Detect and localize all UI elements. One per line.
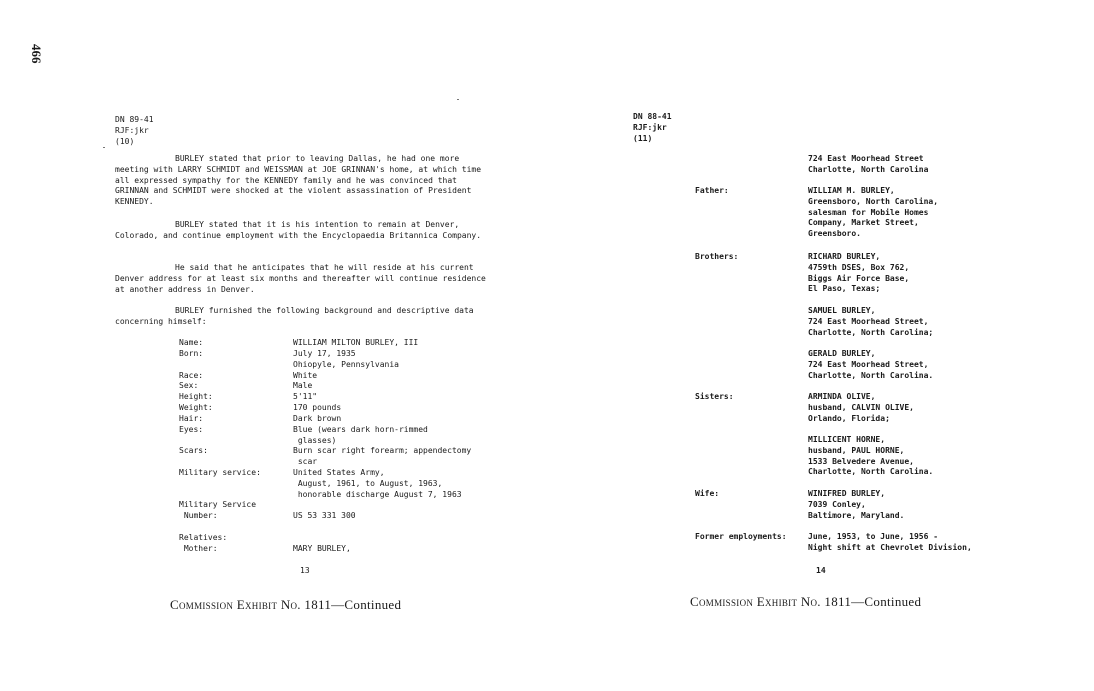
entry-label: Brothers: <box>695 252 739 261</box>
caption-title: Commission Exhibit No. 1811 <box>170 597 332 612</box>
entry-value: 724 East Moorhead Street Charlotte, North Carolina <box>808 154 929 174</box>
caption-continued: —Continued <box>331 597 402 612</box>
exhibit-caption <box>690 594 921 610</box>
entry-label: Sisters: <box>695 392 734 401</box>
paragraph: He said that he anticipates that he will reside at his current Denver address for at least six months and thereafter will continue residence at another address in Denver. <box>115 263 486 294</box>
field-label: Military service: <box>179 468 261 477</box>
field-label: Height: <box>179 392 213 401</box>
field-label: Name: <box>179 338 204 347</box>
field-value: 5'11" <box>293 392 318 401</box>
field-label: Born: <box>179 349 204 358</box>
entry-value: June, 1953, to June, 1956 - Night shift at Chevrolet Division, <box>808 532 972 552</box>
right-header <box>633 112 672 144</box>
field-value: 170 pounds <box>293 403 342 412</box>
scan-speck <box>457 99 459 100</box>
field-label: Weight: <box>179 403 213 412</box>
field-value: Dark brown <box>293 414 342 423</box>
field-value: WILLIAM MILTON BURLEY, III <box>293 338 419 347</box>
entry-value: SAMUEL BURLEY, 724 East Moorhead Street, Charlotte, North Carolina; <box>808 306 934 337</box>
scan-speck <box>103 147 105 148</box>
field-value: Blue (wears dark horn-rimmed glasses) <box>293 425 428 445</box>
initials: RJF:jkr <box>633 122 667 132</box>
entry-value: GERALD BURLEY, 724 East Moorhead Street, Charlotte, North Carolina. <box>808 349 934 380</box>
entry-label: Father: <box>695 186 729 195</box>
field-label: Relatives: Mother: <box>179 533 228 553</box>
initials: RJF:jkr <box>115 125 149 135</box>
page-seq: (11) <box>633 133 653 143</box>
left-header <box>115 115 154 147</box>
field-value: Male <box>293 381 313 390</box>
page-number: 466 <box>29 44 44 64</box>
page-footer-number: 14 <box>816 566 826 575</box>
entry-value: WILLIAM M. BURLEY, Greensboro, North Carolina, salesman for Mobile Homes Company, Market Street, Greensboro. <box>808 186 939 239</box>
file-number: DN 88-41 <box>633 112 672 121</box>
field-value: MARY BURLEY, <box>293 543 351 553</box>
entry-value: ARMINDA OLIVE, husband, CALVIN OLIVE, Orlando, Florida; <box>808 392 914 423</box>
field-label: Hair: <box>179 414 204 423</box>
entry-label: Wife: <box>695 489 720 498</box>
field-value: July 17, 1935 Ohiopyle, Pennsylvania <box>293 349 399 369</box>
field-value: Burn scar right forearm; appendectomy scar <box>293 446 472 466</box>
field-label: Scars: <box>179 446 208 455</box>
exhibit-caption <box>170 597 401 613</box>
entry-value: MILLICENT HORNE, husband, PAUL HORNE, 1533 Belvedere Avenue, Charlotte, North Carolina. <box>808 435 934 477</box>
paragraph: BURLEY stated that it is his intention to remain at Denver, Colorado, and continue employment with the Encyclopaedia Britannica Company. <box>115 220 482 240</box>
caption-title: Commission Exhibit No. 1811 <box>690 594 852 609</box>
field-value: White <box>293 371 318 380</box>
entry-label: Former employments: <box>695 532 787 541</box>
entry-value: RICHARD BURLEY, 4759th DSES, Box 762, Biggs Air Force Base, El Paso, Texas; <box>808 252 910 294</box>
page-footer-number: 13 <box>300 566 310 575</box>
paragraph: BURLEY furnished the following background and descriptive data concerning himself: <box>115 306 474 326</box>
field-value: US 53 331 300 <box>293 510 356 520</box>
field-label: Eyes: <box>179 425 204 434</box>
file-number: DN 89-41 <box>115 115 154 124</box>
paragraph: BURLEY stated that prior to leaving Dallas, he had one more meeting with LARRY SCHMIDT and WEISSMAN at JOE GRINNAN's home, at which time all expressed sympathy for the KENNEDY family and he was convinced that GRINNAN and SCHMIDT were shocked at the violent assassination of President KENNEDY. <box>115 154 482 207</box>
field-value: United States Army, August, 1961, to August, 1963, honorable discharge August 7, 1963 <box>293 468 462 499</box>
field-label: Sex: <box>179 381 199 390</box>
entry-value: WINIFRED BURLEY, 7039 Conley, Baltimore, Maryland. <box>808 489 905 520</box>
field-label: Race: <box>179 371 204 380</box>
field-label: Military Service Number: <box>179 500 257 520</box>
caption-continued: —Continued <box>851 594 922 609</box>
page-seq: (10) <box>115 136 135 146</box>
